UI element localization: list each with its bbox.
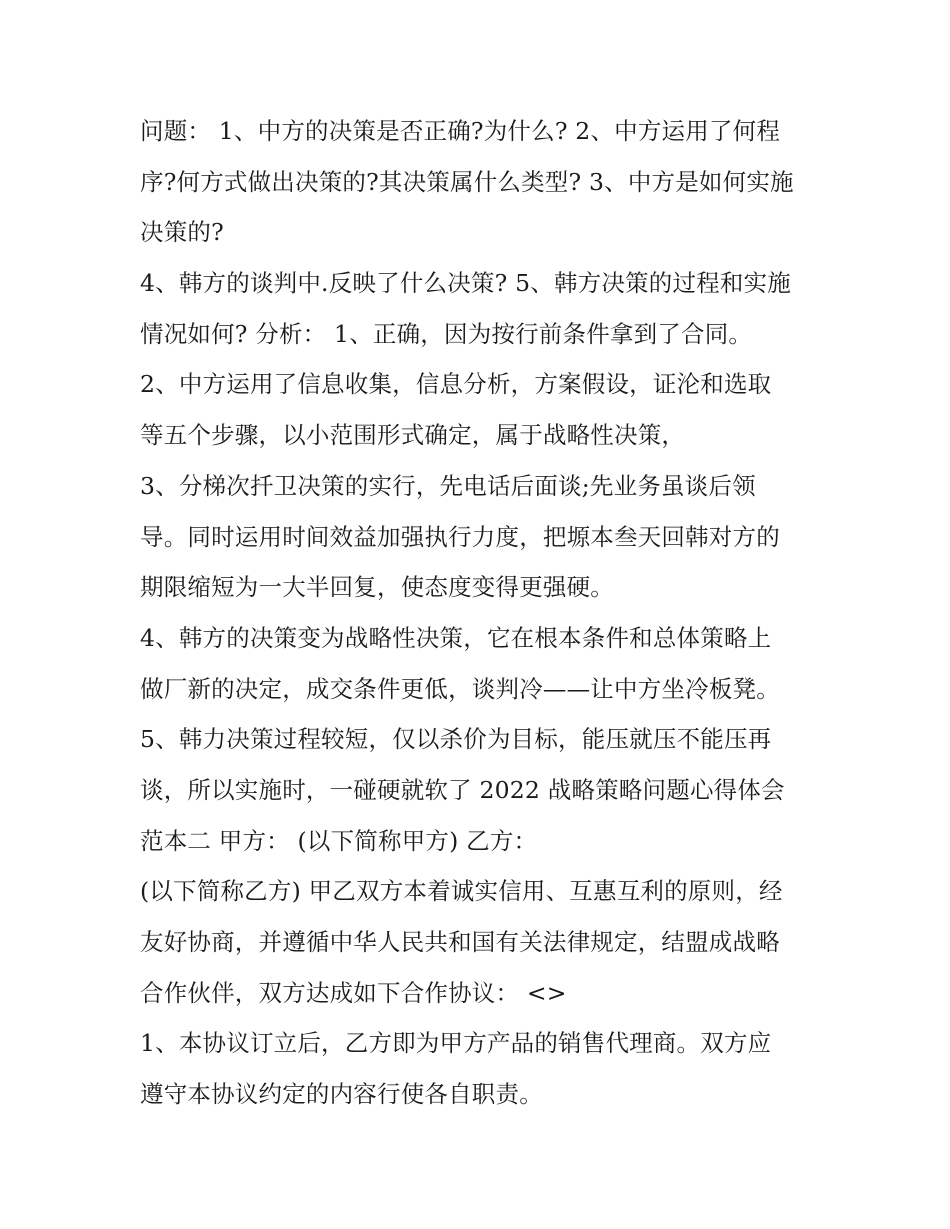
text-line: (以下简称乙方) 甲乙双方本着诚实信用、互惠互利的原则，经 (140, 877, 783, 906)
text-line: 序?何方式做出决策的?其决策属什么类型? 3、中方是如何实施 (140, 167, 794, 196)
text-line: 导。同时运用时间效益加强执行力度，把塬本叁天回韩对方的 (140, 522, 780, 551)
document-body (140, 106, 820, 1120)
text-line: 3、分梯次扦卫决策的实行，先电话后面谈;先业务虽谈后领 (140, 471, 756, 500)
text-line: 期限缩短为一大半回复，使态度变得更强硬。 (140, 573, 614, 602)
text-line: 遵守本协议约定的内容行使各自职责。 (140, 1080, 543, 1109)
text-line: 范本二 甲方： (以下简称甲方) 乙方： (140, 826, 538, 855)
text-line: 做厂新的决定，成交条件更低，谈判冷——让中方坐冷板凳。 (140, 674, 780, 703)
text-line: 等五个步骤，以小范围形式确定，属于战略性决策， (140, 421, 686, 450)
text-line: 1、本协议订立后，乙方即为甲方产品的销售代理商。双方应 (140, 1029, 772, 1058)
text-line: 5、韩力决策过程较短，仅以杀价为目标，能压就压不能压再 (140, 725, 772, 754)
text-line: 4、韩方的决策变为战略性决策，它在根本条件和总体策略上 (140, 623, 772, 652)
text-line: 2、中方运用了信息收集，信息分析，方案假设，证沦和选取 (140, 370, 772, 399)
text-line: 情况如何? 分析： 1、正确，因为按行前条件拿到了合同。 (140, 319, 753, 348)
text-line: 问题： 1、中方的决策是否正确?为什么? 2、中方运用了何程 (140, 117, 781, 145)
text-line: 4、韩方的谈判中.反映了什么决策? 5、韩方决策的过程和实施 (140, 269, 791, 298)
text-line: 决策的? (140, 218, 224, 247)
text-line: 友好协商，并遵循中华人民共和国有关法律规定，结盟成战略 (140, 928, 780, 956)
text-line: 谈，所以实施时，一碰硬就软了 2022 战略策略问题心得体会 (140, 775, 785, 804)
text-line: 合作伙伴，双方达成如下合作协议： <> (140, 978, 567, 1007)
